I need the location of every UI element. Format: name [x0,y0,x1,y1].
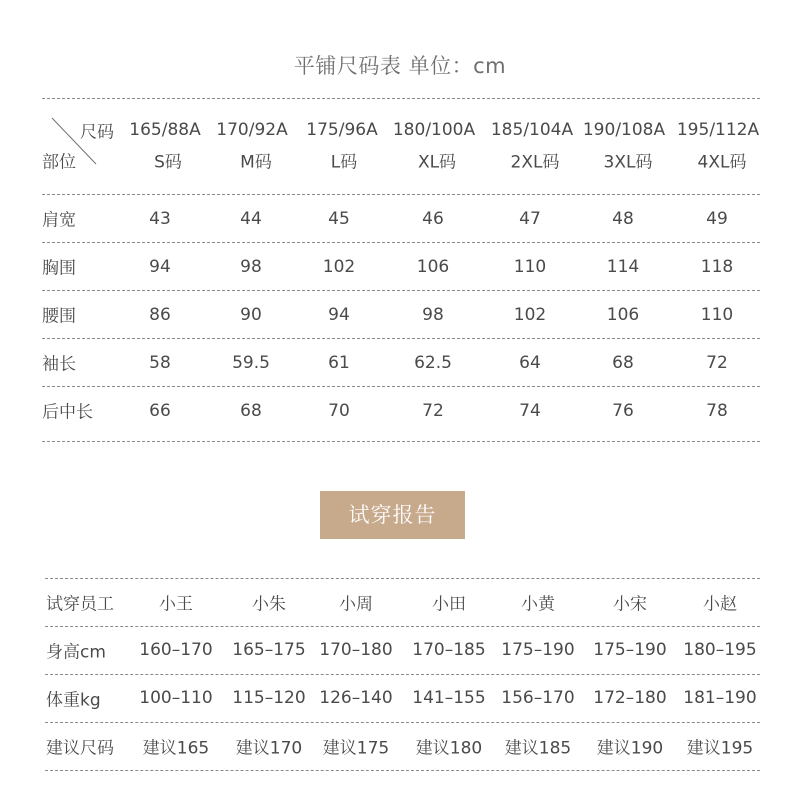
corner-part-label: 部位 [42,152,76,173]
size-value: 118 [700,257,734,277]
size-value: 62.5 [414,353,452,373]
size-num: 175/96A [306,120,378,140]
size-num: 185/104A [490,120,574,140]
report-table-top-line [45,578,760,579]
report-value: 175–190 [593,640,667,660]
report-value: 141–155 [412,688,486,708]
size-value: 78 [706,401,728,421]
page-title: 平铺尺码表 单位：cm [293,54,507,78]
report-value: 建议165 [142,738,210,759]
report-table-row-line [45,722,760,723]
size-value: 76 [612,401,634,421]
report-value: 建议180 [415,738,483,759]
report-value: 115–120 [232,688,306,708]
size-table-row-line [42,290,760,291]
size-value: 86 [149,305,171,325]
report-value: 156–170 [501,688,575,708]
size-num: 170/92A [216,120,288,140]
report-row-label: 身高cm [46,642,106,663]
part-name: 胸围 [42,258,76,279]
report-value: 建议195 [686,738,754,759]
report-value: 建议170 [235,738,303,759]
staff-header-label: 试穿员工 [46,594,114,615]
report-table-row-line [45,626,760,627]
staff-name: 小周 [339,594,373,615]
fitting-report-badge: 试穿报告 [320,491,465,539]
size-value: 45 [328,209,350,229]
size-value: 66 [149,401,171,421]
size-table-bottom-line [42,441,760,442]
size-value: 70 [328,401,350,421]
staff-name: 小赵 [703,594,737,615]
corner-size-label: 尺码 [80,122,114,143]
report-value: 172–180 [593,688,667,708]
size-table-row-line [42,338,760,339]
report-value: 180–195 [683,640,757,660]
size-value: 106 [606,305,640,325]
report-value: 建议185 [504,738,572,759]
size-value: 98 [422,305,444,325]
size-value: 61 [328,353,350,373]
report-value: 160–170 [139,640,213,660]
size-table-row-line [42,242,760,243]
size-value: 49 [706,209,728,229]
size-value: 90 [240,305,262,325]
size-value: 110 [513,257,547,277]
size-num: 180/100A [392,120,476,140]
report-value: 181–190 [683,688,757,708]
size-table-header-line [42,194,760,195]
size-value: 72 [706,353,728,373]
size-label: L码 [330,152,358,173]
size-value: 48 [612,209,634,229]
staff-name: 小田 [432,594,466,615]
size-label: 2XL码 [510,152,560,173]
staff-name: 小王 [159,594,193,615]
staff-name: 小朱 [252,594,286,615]
size-value: 68 [612,353,634,373]
size-value: 74 [519,401,541,421]
size-value: 68 [240,401,262,421]
size-value: 98 [240,257,262,277]
size-value: 102 [322,257,356,277]
part-name: 肩宽 [42,210,76,231]
size-label: XL码 [417,152,457,173]
size-table-top-line [42,98,760,99]
report-row-label: 建议尺码 [46,738,114,759]
size-label: 3XL码 [603,152,653,173]
report-value: 165–175 [232,640,306,660]
report-value: 126–140 [319,688,393,708]
size-value: 94 [328,305,350,325]
report-value: 建议175 [322,738,390,759]
size-value: 46 [422,209,444,229]
size-value: 64 [519,353,541,373]
report-row-label: 体重kg [46,690,101,711]
report-value: 175–190 [501,640,575,660]
staff-name: 小黄 [521,594,555,615]
size-label: M码 [240,152,272,173]
size-label: 4XL码 [697,152,747,173]
size-value: 102 [513,305,547,325]
size-value: 44 [240,209,262,229]
size-label: S码 [154,152,182,173]
report-table-row-line [45,674,760,675]
size-table-row-line [42,386,760,387]
size-num: 190/108A [582,120,666,140]
part-name: 袖长 [42,354,76,375]
report-value: 建议190 [596,738,664,759]
report-table-bottom-line [45,770,760,771]
size-value: 106 [416,257,450,277]
size-value: 110 [700,305,734,325]
size-value: 43 [149,209,171,229]
part-name: 后中长 [42,402,93,423]
size-value: 72 [422,401,444,421]
size-value: 59.5 [232,353,270,373]
report-value: 170–185 [412,640,486,660]
size-value: 58 [149,353,171,373]
part-name: 腰围 [42,306,76,327]
report-value: 100–110 [139,688,213,708]
size-value: 114 [606,257,640,277]
staff-name: 小宋 [613,594,647,615]
size-num: 165/88A [129,120,201,140]
report-value: 170–180 [319,640,393,660]
size-num: 195/112A [676,120,760,140]
size-value: 47 [519,209,541,229]
size-value: 94 [149,257,171,277]
